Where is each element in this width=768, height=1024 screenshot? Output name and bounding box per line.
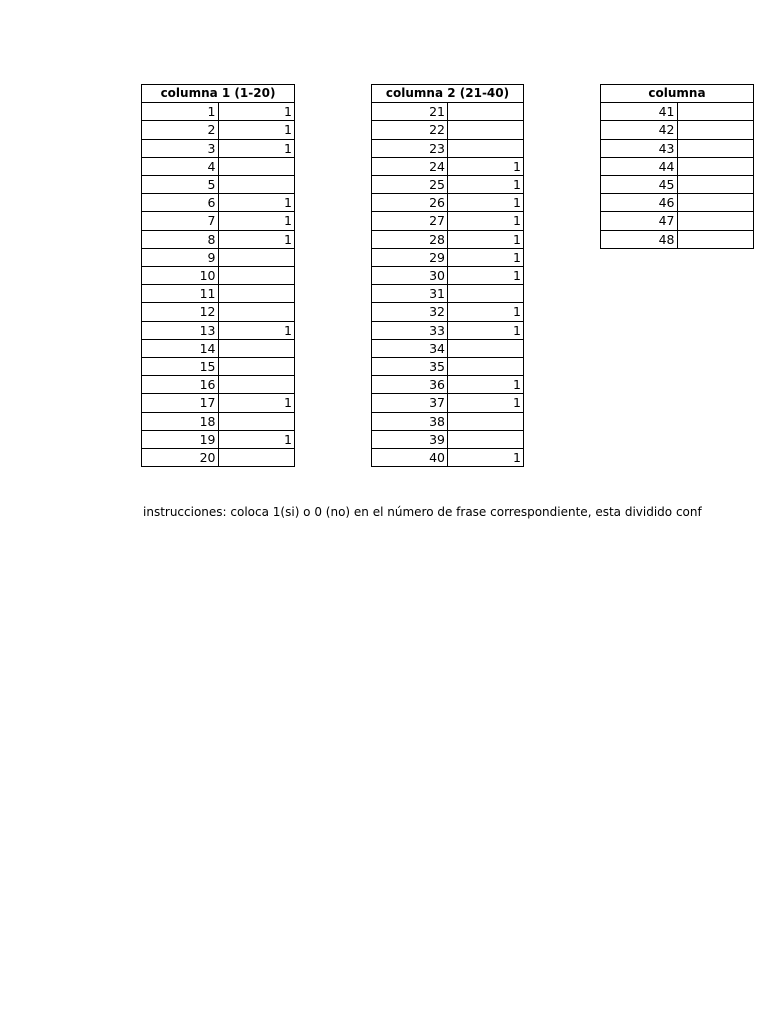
table-row [142,267,295,285]
table-row [142,303,295,321]
table-row [372,303,524,321]
answer-value-cell[interactable] [677,157,754,175]
table-row [372,139,524,157]
phrase-number-cell: 30 [372,267,448,285]
phrase-number-cell: 15 [142,358,219,376]
table-header: columna [601,85,754,103]
table-row [142,103,295,121]
table-row [142,212,295,230]
answer-value-cell[interactable]: 1 [448,449,524,467]
answer-value-cell[interactable]: 1 [218,394,295,412]
table-row [372,394,524,412]
phrase-number-cell: 14 [142,339,219,357]
answer-value-cell[interactable] [448,412,524,430]
table-row [601,212,754,230]
answer-value-cell[interactable] [448,339,524,357]
table-row [372,358,524,376]
table-row [372,430,524,448]
table-row [142,321,295,339]
phrase-number-cell: 41 [601,103,678,121]
answer-value-cell[interactable] [218,248,295,266]
answer-value-cell[interactable] [677,139,754,157]
answer-value-cell[interactable] [448,358,524,376]
phrase-number-cell: 21 [372,103,448,121]
table-row [372,376,524,394]
phrase-number-cell: 46 [601,194,678,212]
phrase-number-cell: 44 [601,157,678,175]
phrase-number-cell: 1 [142,103,219,121]
phrase-number-cell: 18 [142,412,219,430]
table-row [372,230,524,248]
answer-value-cell[interactable]: 1 [448,394,524,412]
answer-value-cell[interactable] [448,430,524,448]
table-row [372,449,524,467]
table-row [142,248,295,266]
table-row [372,212,524,230]
phrase-number-cell: 45 [601,176,678,194]
instructions-text: instrucciones: coloca 1(si) o 0 (no) en el número de frase correspondiente, esta dividido conf [143,505,702,519]
answer-table-column-2 [371,84,524,467]
phrase-number-cell: 6 [142,194,219,212]
answer-value-cell[interactable]: 1 [218,194,295,212]
answer-value-cell[interactable] [448,121,524,139]
table-row [372,339,524,357]
phrase-number-cell: 36 [372,376,448,394]
answer-table-column-3 [600,84,754,249]
phrase-number-cell: 47 [601,212,678,230]
phrase-number-cell: 26 [372,194,448,212]
phrase-number-cell: 37 [372,394,448,412]
phrase-number-cell: 13 [142,321,219,339]
answer-value-cell[interactable] [677,230,754,248]
phrase-number-cell: 33 [372,321,448,339]
table-row [142,194,295,212]
phrase-number-cell: 10 [142,267,219,285]
answer-value-cell[interactable] [218,303,295,321]
table-row [372,412,524,430]
phrase-number-cell: 22 [372,121,448,139]
answer-value-cell[interactable]: 1 [448,303,524,321]
answer-value-cell[interactable] [448,285,524,303]
phrase-number-cell: 42 [601,121,678,139]
table-row [142,176,295,194]
phrase-number-cell: 4 [142,157,219,175]
table-row [601,139,754,157]
table-header: columna 1 (1-20) [142,85,295,103]
answer-value-cell[interactable] [218,412,295,430]
answer-value-cell[interactable]: 1 [448,248,524,266]
phrase-number-cell: 7 [142,212,219,230]
table-row [142,449,295,467]
answer-value-cell[interactable] [448,103,524,121]
answer-value-cell[interactable]: 1 [448,376,524,394]
phrase-number-cell: 32 [372,303,448,321]
table-row [142,157,295,175]
table-row [142,358,295,376]
phrase-number-cell: 20 [142,449,219,467]
answer-value-cell[interactable] [677,121,754,139]
answer-value-cell[interactable]: 1 [218,103,295,121]
answer-value-cell[interactable]: 1 [218,121,295,139]
answer-value-cell[interactable] [677,103,754,121]
table-row [601,194,754,212]
answer-table-column-3-clip [600,84,706,254]
answer-value-cell[interactable] [677,212,754,230]
answer-value-cell[interactable] [448,139,524,157]
phrase-number-cell: 16 [142,376,219,394]
phrase-number-cell: 29 [372,248,448,266]
phrase-number-cell: 2 [142,121,219,139]
answer-value-cell[interactable] [218,267,295,285]
table-row [601,157,754,175]
table-row [601,103,754,121]
answer-value-cell[interactable] [218,449,295,467]
table-row [372,176,524,194]
phrase-number-cell: 5 [142,176,219,194]
phrase-number-cell: 12 [142,303,219,321]
answer-value-cell[interactable]: 1 [448,194,524,212]
table-row [372,121,524,139]
answer-value-cell[interactable]: 1 [448,176,524,194]
table-row [372,321,524,339]
phrase-number-cell: 38 [372,412,448,430]
table-row [142,430,295,448]
table-row [372,103,524,121]
phrase-number-cell: 24 [372,157,448,175]
phrase-number-cell: 8 [142,230,219,248]
phrase-number-cell: 27 [372,212,448,230]
table-row [372,248,524,266]
table-row [142,285,295,303]
phrase-number-cell: 39 [372,430,448,448]
table-row [601,121,754,139]
table-row [372,194,524,212]
table-row [142,230,295,248]
phrase-number-cell: 34 [372,339,448,357]
table-row [142,339,295,357]
phrase-number-cell: 17 [142,394,219,412]
table-row [142,376,295,394]
answer-value-cell[interactable]: 1 [448,321,524,339]
phrase-number-cell: 25 [372,176,448,194]
table-row [601,176,754,194]
phrase-number-cell: 48 [601,230,678,248]
answer-value-cell[interactable] [677,176,754,194]
answer-value-cell[interactable] [218,339,295,357]
phrase-number-cell: 3 [142,139,219,157]
answer-value-cell[interactable]: 1 [448,212,524,230]
table-row [601,230,754,248]
table-row [142,394,295,412]
answer-value-cell[interactable]: 1 [218,212,295,230]
answer-table-column-1 [141,84,295,467]
table-row [372,157,524,175]
answer-value-cell[interactable]: 1 [218,139,295,157]
phrase-number-cell: 28 [372,230,448,248]
table-row [142,412,295,430]
phrase-number-cell: 11 [142,285,219,303]
answer-value-cell[interactable]: 1 [448,267,524,285]
answer-value-cell[interactable]: 1 [448,230,524,248]
answer-value-cell[interactable] [677,194,754,212]
answer-value-cell[interactable] [218,376,295,394]
answer-value-cell[interactable]: 1 [218,230,295,248]
answer-value-cell[interactable]: 1 [448,157,524,175]
phrase-number-cell: 19 [142,430,219,448]
phrase-number-cell: 23 [372,139,448,157]
phrase-number-cell: 43 [601,139,678,157]
answer-value-cell[interactable] [218,358,295,376]
phrase-number-cell: 35 [372,358,448,376]
answer-value-cell[interactable]: 1 [218,430,295,448]
table-row [372,285,524,303]
answer-value-cell[interactable] [218,285,295,303]
answer-value-cell[interactable]: 1 [218,321,295,339]
table-row [372,267,524,285]
answer-value-cell[interactable] [218,157,295,175]
answer-value-cell[interactable] [218,176,295,194]
phrase-number-cell: 9 [142,248,219,266]
table-header: columna 2 (21-40) [372,85,524,103]
phrase-number-cell: 31 [372,285,448,303]
table-row [142,139,295,157]
phrase-number-cell: 40 [372,449,448,467]
table-row [142,121,295,139]
